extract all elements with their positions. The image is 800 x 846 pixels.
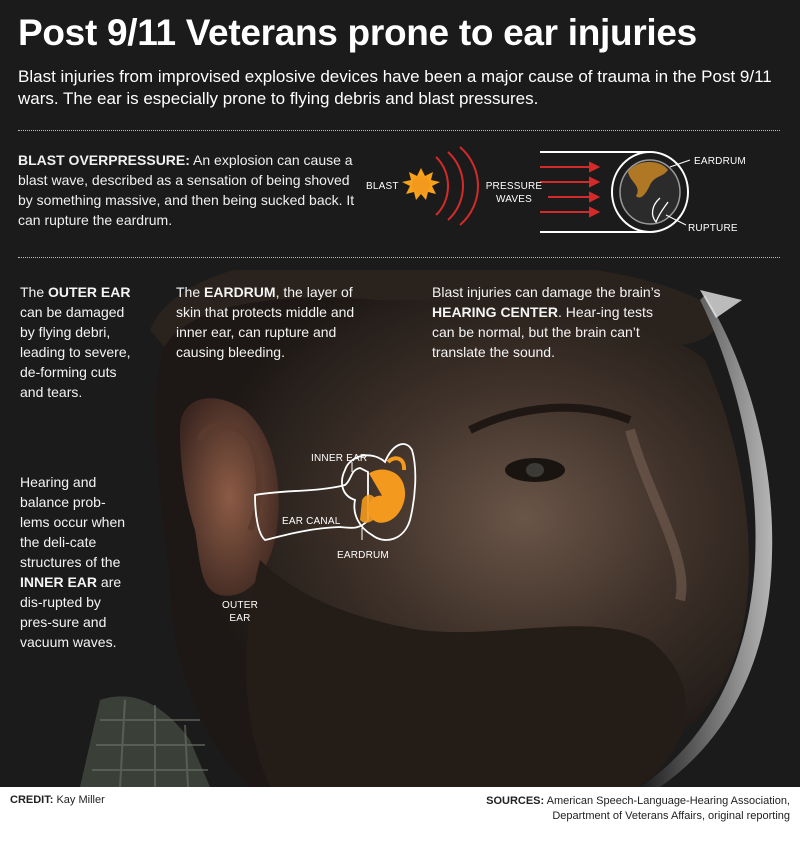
outer-ear-text: The OUTER EAR can be damaged by flying debri, leading to severe, de-forming cuts and tears.	[20, 284, 131, 400]
hearing-center-text: Blast injuries can damage the brain’s HEARING CENTER. Hear-ing tests can be normal, but the brain can’t translate the sound.	[432, 284, 661, 360]
page-subtitle: Blast injuries from improvised explosive devices have been a major cause of trauma in the Post 9/11 wars. The ear is especially prone to flying debris and blast pressures.	[18, 67, 772, 108]
ear-canal-label: EAR CANAL	[282, 516, 341, 527]
rupture-label: RUPTURE	[688, 223, 738, 234]
blast-overpressure-heading: BLAST OVERPRESSURE:	[18, 152, 190, 168]
hearing-center-bold: HEARING CENTER	[432, 304, 559, 320]
eardrum-bold: EARDRUM	[204, 284, 276, 300]
outer-ear-label: OUTER EAR	[222, 600, 258, 624]
sources-block	[486, 794, 790, 824]
inner-ear-label: INNER EAR	[311, 453, 368, 464]
credit-key: CREDIT:	[10, 794, 54, 806]
eardrum-label: EARDRUM	[337, 550, 389, 561]
eardrum-text: The EARDRUM, the layer of skin that protects middle and inner ear, can rupture and causing bleeding.	[176, 284, 355, 360]
credit-value: Kay Miller	[53, 794, 105, 806]
eardrum-diagram-label: EARDRUM	[694, 156, 746, 167]
outer-ear-bold: OUTER EAR	[48, 284, 131, 300]
inner-ear-text: Hearing and balance prob-lems occur when the deli-cate structures of the INNER EAR are dis-rupted by pres-sure and vacuum waves.	[20, 474, 126, 650]
credit-line	[10, 794, 105, 806]
sources-key: SOURCES:	[486, 795, 545, 807]
page-title: Post 9/11 Veterans prone to ear injuries	[18, 12, 697, 53]
sources-line-2: Department of Veterans Affairs, original reporting	[552, 810, 790, 822]
blast-overpressure-body: An explosion can cause a blast wave, described as a sensation of being shoved by something massive, and then being sucked back. It can rupture the eardrum.	[18, 152, 355, 228]
inner-ear-bold: INNER EAR	[20, 574, 98, 590]
sources-line-1: SOURCES: American Speech-Language-Hearing Association,	[486, 795, 790, 807]
pressure-waves-label: PRESSURE WAVES	[485, 181, 543, 205]
blast-label: BLAST	[366, 181, 399, 192]
